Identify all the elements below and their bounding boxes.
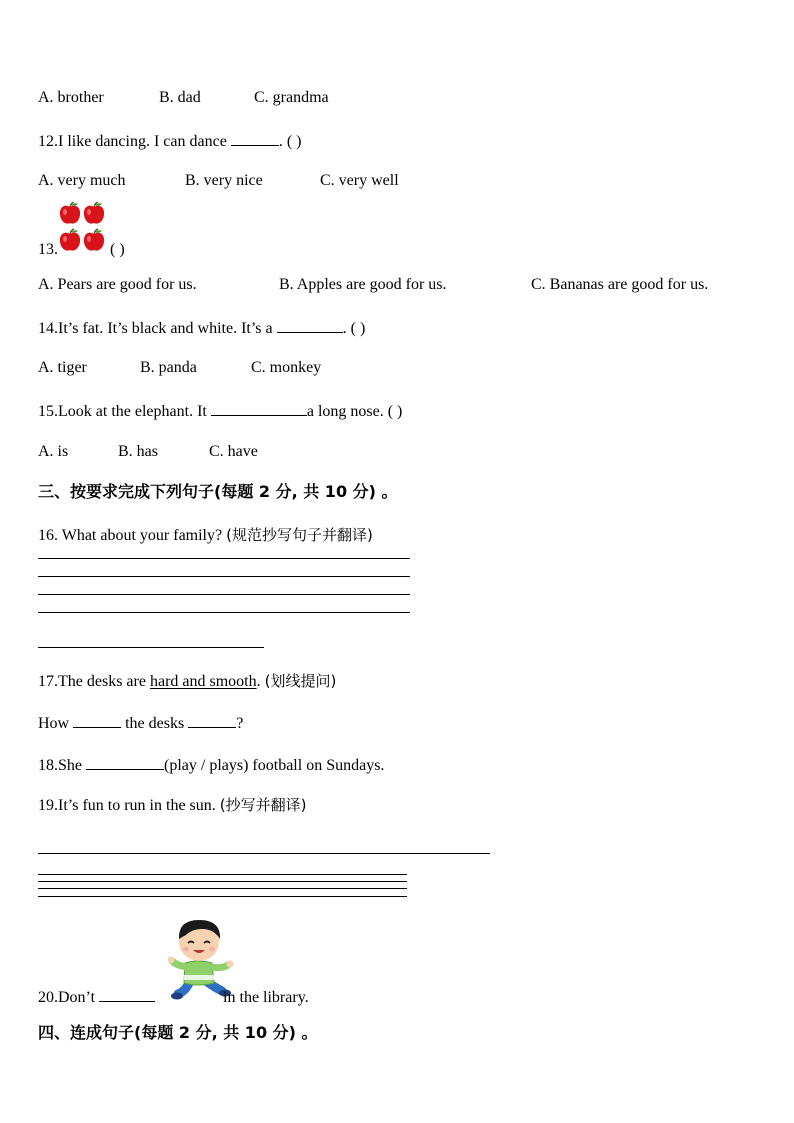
q11-option-c: C. grandma <box>254 89 329 106</box>
q16-writing-line[interactable] <box>38 612 410 613</box>
apple-icon <box>84 202 104 224</box>
q17-instruction: (划线提问) <box>264 672 337 690</box>
question-20 <box>38 986 309 1008</box>
question-12 <box>38 130 301 152</box>
q13-option-c: C. Bananas are good for us. <box>531 276 709 293</box>
q13-answer-paren[interactable]: ( ) <box>110 241 125 258</box>
q18-text-end: (play / plays) football on Sundays. <box>164 757 385 774</box>
q18-text-start: 18.She <box>38 757 82 774</box>
question-18 <box>38 754 384 776</box>
q14-option-c: C. monkey <box>251 359 322 376</box>
q15-text-start: 15.Look at the elephant. It <box>38 403 207 420</box>
q13-option-b: B. Apples are good for us. <box>279 276 447 293</box>
q14-period: . <box>342 320 347 337</box>
q12-period: . <box>278 133 283 150</box>
q15-option-c: C. have <box>209 443 258 460</box>
question-13 <box>38 240 125 260</box>
q12-option-a: A. very much <box>38 172 126 189</box>
question-16 <box>38 525 373 546</box>
question-15 <box>38 400 402 422</box>
q17-answer-blank-1[interactable] <box>73 712 121 728</box>
q14-answer-blank[interactable] <box>277 317 343 333</box>
question-19 <box>38 795 306 816</box>
q17-text-start: 17.The desks are <box>38 673 146 690</box>
question-14 <box>38 317 365 339</box>
q12-answer-blank[interactable] <box>231 130 279 146</box>
q19-translation-line[interactable] <box>38 853 490 854</box>
q19-instruction: (抄写并翻译) <box>219 796 307 814</box>
q17-answer-question-mark: ? <box>236 715 244 732</box>
q18-answer-blank[interactable] <box>86 754 164 770</box>
q20-answer-blank[interactable] <box>99 986 155 1002</box>
q17-answer-blank-2[interactable] <box>188 712 236 728</box>
q19-writing-line[interactable] <box>38 874 407 875</box>
apple-icon <box>60 202 80 224</box>
q16-translation-line[interactable] <box>38 647 264 648</box>
q14-option-a: A. tiger <box>38 359 87 376</box>
q14-answer-paren[interactable]: ( ) <box>350 320 366 337</box>
q16-writing-line[interactable] <box>38 576 410 577</box>
q12-option-b: B. very nice <box>185 172 263 189</box>
q13-option-a: A. Pears are good for us. <box>38 276 197 293</box>
q14-text: 14.It’s fat. It’s black and white. It’s a <box>38 320 273 337</box>
q20-text-start: 20.Don’t <box>38 989 96 1006</box>
q19-text: 19.It’s fun to run in the sun. <box>38 797 216 814</box>
section-3-heading: 三、按要求完成下列句子(每题 2 分, 共 10 分) 。 <box>38 482 398 501</box>
section-4-heading: 四、连成句子(每题 2 分, 共 10 分) 。 <box>38 1023 318 1042</box>
q17-answer-how: How <box>38 715 70 732</box>
q11-option-a: A. brother <box>38 89 104 106</box>
q13-number: 13. <box>38 241 58 258</box>
q14-option-b: B. panda <box>140 359 197 376</box>
q16-text: 16. What about your family? <box>38 527 223 544</box>
q19-writing-line[interactable] <box>38 881 407 882</box>
q15-option-a: A. is <box>38 443 69 460</box>
q19-writing-line[interactable] <box>38 888 407 889</box>
q11-option-b: B. dad <box>159 89 201 106</box>
q17-answer-line <box>38 712 243 734</box>
q15-answer-blank[interactable] <box>211 400 307 416</box>
q20-text-end: in the library. <box>223 989 309 1006</box>
q12-text: 12.I like dancing. I can dance <box>38 133 227 150</box>
q16-writing-line[interactable] <box>38 558 410 559</box>
q17-period: . <box>256 673 261 690</box>
q17-underlined-phrase: hard and smooth <box>149 673 257 690</box>
q19-writing-line[interactable] <box>38 896 407 897</box>
q17-answer-desks: the desks <box>125 715 185 732</box>
q15-answer-paren[interactable]: ( ) <box>387 403 403 420</box>
question-17 <box>38 671 336 692</box>
q12-option-c: C. very well <box>320 172 399 189</box>
q15-option-b: B. has <box>118 443 158 460</box>
q16-writing-line[interactable] <box>38 594 410 595</box>
q12-answer-paren[interactable]: ( ) <box>286 133 302 150</box>
q16-instruction: (规范抄写句子并翻译) <box>226 526 373 544</box>
q15-text-end: a long nose. <box>306 403 384 420</box>
